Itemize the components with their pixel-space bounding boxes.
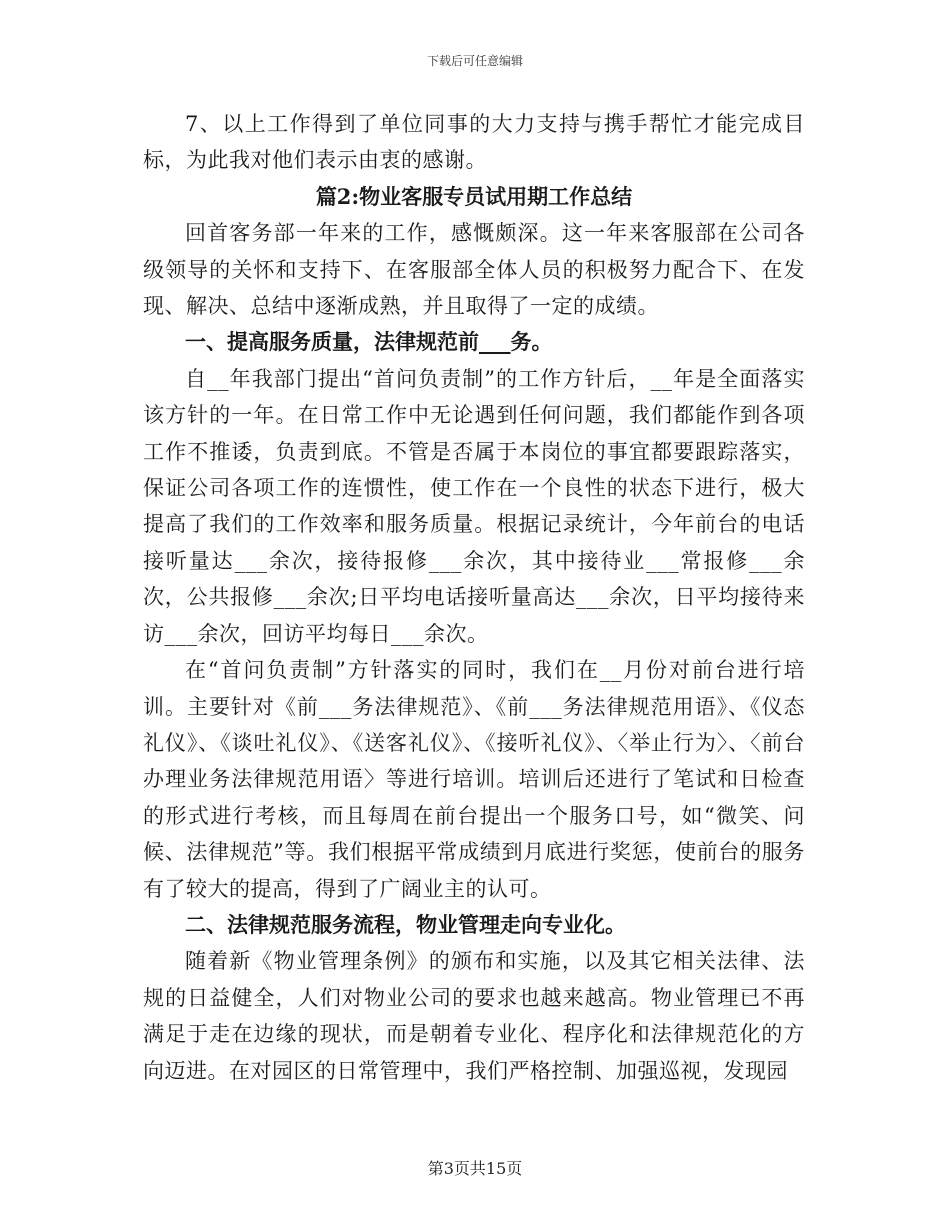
- section-1-paragraph-1: 自__年我部门提出“首问负责制”的工作方针后，__年是全面落实该方针的一年。在日常工作中无论遇到任何问题，我们都能作到各项工作不推诿，负责到底。不管是否属于本岗位的事宜都要跟踪落实，保证公司各项工作的连惯性，使工作在一个良性的状态下进行，极大提高了我们的工作效率和服务质量。根据记录统计，今年前台的电话接听量达___余次，接待报修___余次，其中接待业___常报修___余次，公共报修___余次;日平均电话接听量高达___余次，日平均接待来访___余次，回访平均每日___余次。: [143, 366, 805, 646]
- article-title: 篇2:物业客服专员试用期工作总结: [315, 183, 633, 209]
- document-body: [143, 106, 805, 1089]
- item-7-paragraph: 7、以上工作得到了单位同事的大力支持与携手帮忙才能完成目标，为此我对他们表示由衷的感谢。: [143, 112, 805, 173]
- intro-paragraph: 回首客务部一年来的工作，感慨颇深。这一年来客服部在公司各级领导的关怀和支持下、在客服部全体人员的积极努力配合下、在发现、解决、总结中逐渐成熟，并且取得了一定的成绩。: [143, 221, 805, 319]
- page-header: 下载后可任意编辑: [426, 54, 523, 68]
- section-1-heading: 一、提高服务质量，法律规范前___务。: [185, 329, 553, 355]
- section-1-paragraph-2: 在“首问负责制”方针落实的同时，我们在__月份对前台进行培训。主要针对《前___务法律规范》、《前___务法律规范用语》、《仪态礼仪》、《谈吐礼仪》、《送客礼仪》、《接听礼仪》、〈举止行为〉、〈前台办理业务法律规范用语〉等进行培训。培训后还进行了笔试和日检查的形式进行考核，而且每周在前台提出一个服务口号，如“微笑、问候、法律规范”等。我们根据平常成绩到月底进行奖惩，使前台的服务有了较大的提高，得到了广阔业主的认可。: [143, 658, 805, 901]
- section-2-heading: 二、法律规范服务流程，物业管理走向专业化。: [185, 911, 626, 937]
- section-2-paragraph-1: 随着新《物业管理条例》的颁布和实施，以及其它相关法律、法规的日益健全，人们对物业公司的要求也越来越高。物业管理已不再满足于走在边缘的现状，而是朝着专业化、程序化和法律规范化的方向迈进。在对园区的日常管理中，我们严格控制、加强巡视，发现园: [143, 949, 805, 1083]
- page-number: 第3页共15页: [427, 1159, 523, 1178]
